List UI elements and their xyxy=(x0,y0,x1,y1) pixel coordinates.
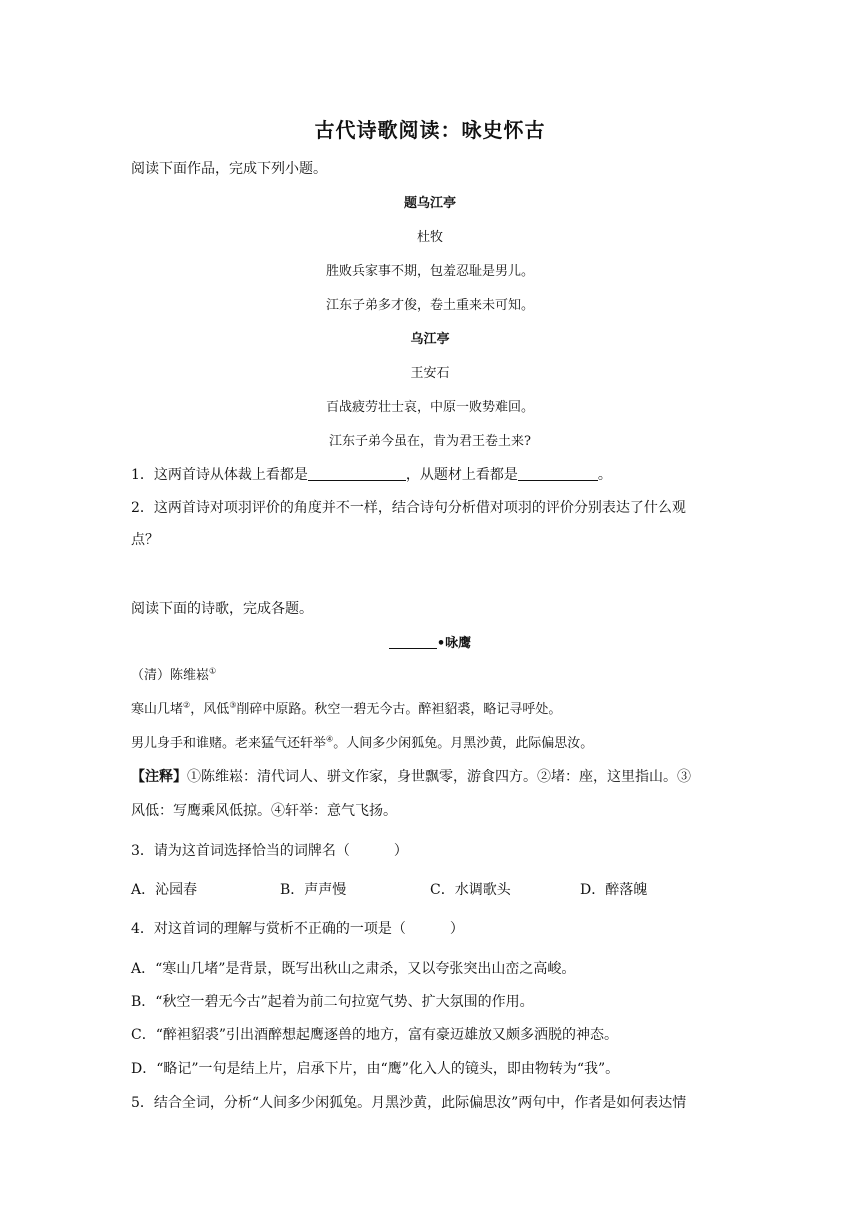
section2-intro: 阅读下面的诗歌，完成各题。 xyxy=(131,601,313,617)
poem3-line2-a: 男儿身手和谁赌。老来猛气还轩举 xyxy=(131,736,327,751)
poem3-line2-b: 。人间多少闲狐兔。月黑沙黄，此际偏思汝。 xyxy=(333,736,594,751)
poem1-line1: 胜败兵家事不期，包羞忍耻是男儿。 xyxy=(325,264,534,279)
notes-label: 【注释】 xyxy=(131,769,187,785)
poem2-author: 王安石 xyxy=(410,366,450,381)
q3-option-c[interactable]: C．水调歌头 xyxy=(430,882,511,898)
poem3-author xyxy=(131,664,216,683)
notes-text-1: ①陈维崧：清代词人、骈文作家，身世飘零，游食四方。②堵：座，这里指山。③ xyxy=(187,769,691,785)
answer-blank-1[interactable] xyxy=(308,466,406,481)
question-3-text: 3．请为这首词选择恰当的词牌名（ xyxy=(131,843,350,859)
question-4 xyxy=(131,918,464,938)
poem3-line1-a: 寒山几堵 xyxy=(131,702,184,717)
note-mark-1: ① xyxy=(209,666,217,676)
poem2-line1: 百战疲劳壮士哀，中原一败势难回。 xyxy=(325,400,534,415)
poem3-title-suffix: •咏鹰 xyxy=(436,636,472,651)
question-3 xyxy=(131,840,408,860)
poem2-line2: 江东子弟今虽在，肯为君王卷土来? xyxy=(329,434,531,449)
poem2-title: 乌江亭 xyxy=(410,332,450,347)
q4-option-b[interactable]: B．“秋空一碧无今古”起着为前二句拉宽气势、扩大氛围的作用。 xyxy=(131,994,534,1010)
page-title: 古代诗歌阅读：咏史怀古 xyxy=(314,118,546,142)
question-2-line2: 点？ xyxy=(131,532,159,548)
question-1-text-b: ，从题材上看都是 xyxy=(405,467,518,483)
notes-line1 xyxy=(131,766,691,786)
poem3-line1-c: 削碎中原路。秋空一碧无今古。醉袒貂裘，略记寻呼处。 xyxy=(236,702,562,717)
q4-option-a[interactable]: A．“寒山几堵”是背景，既写出秋山之肃杀，又以夸张突出山峦之高峻。 xyxy=(131,961,576,977)
note-mark-4: ④ xyxy=(326,734,334,744)
poem1-title: 题乌江亭 xyxy=(403,196,456,211)
question-2-line1: 2．这两首诗对项羽评价的角度并不一样，结合诗句分析借对项羽的评价分别表达了什么观 xyxy=(131,500,686,516)
answer-blank-2[interactable] xyxy=(518,466,598,481)
poem3-line2 xyxy=(131,732,593,751)
poem3-line1-b: ，风低 xyxy=(190,702,230,717)
note-mark-3: ③ xyxy=(229,700,237,710)
question-1 xyxy=(131,464,612,484)
question-3-end: ） xyxy=(393,843,408,859)
poem3-author-text: （清）陈维崧 xyxy=(131,668,210,683)
question-4-end: ） xyxy=(449,921,464,937)
question-1-text-c: 。 xyxy=(597,467,612,483)
poem3-line1 xyxy=(131,698,561,717)
question-1-text-a: 1．这两首诗从体裁上看都是 xyxy=(131,467,308,483)
question-4-text: 4．对这首词的理解与赏析不正确的一项是（ xyxy=(131,921,406,937)
poem1-author: 杜牧 xyxy=(416,230,443,245)
q4-option-d[interactable]: D．“略记”一句是结上片，启承下片，由“鹰”化入人的镜头，即由物转为“我”。 xyxy=(131,1061,620,1077)
poem3-title xyxy=(0,632,860,651)
notes-line2: 风低：写鹰乘风低掠。④轩举：意气飞扬。 xyxy=(131,803,397,819)
q3-option-a[interactable]: A．沁园春 xyxy=(131,882,198,898)
section1-intro: 阅读下面作品，完成下列小题。 xyxy=(131,161,327,177)
q3-option-b[interactable]: B．声声慢 xyxy=(280,882,347,898)
q4-option-c[interactable]: C．“醉袒貂裘”引出酒醉想起鹰逐兽的地方，富有豪迈雄放又颇多洒脱的神态。 xyxy=(131,1027,619,1043)
cipai-blank[interactable] xyxy=(389,636,437,649)
q3-option-d[interactable]: D．醉落魄 xyxy=(580,882,648,898)
note-mark-2: ② xyxy=(183,700,191,710)
poem1-line2: 江东子弟多才俊，卷土重来未可知。 xyxy=(325,298,534,313)
question-5: 5．结合全词，分析“人间多少闲狐兔。月黑沙黄，此际偏思汝”两句中，作者是如何表达情 xyxy=(131,1095,687,1111)
